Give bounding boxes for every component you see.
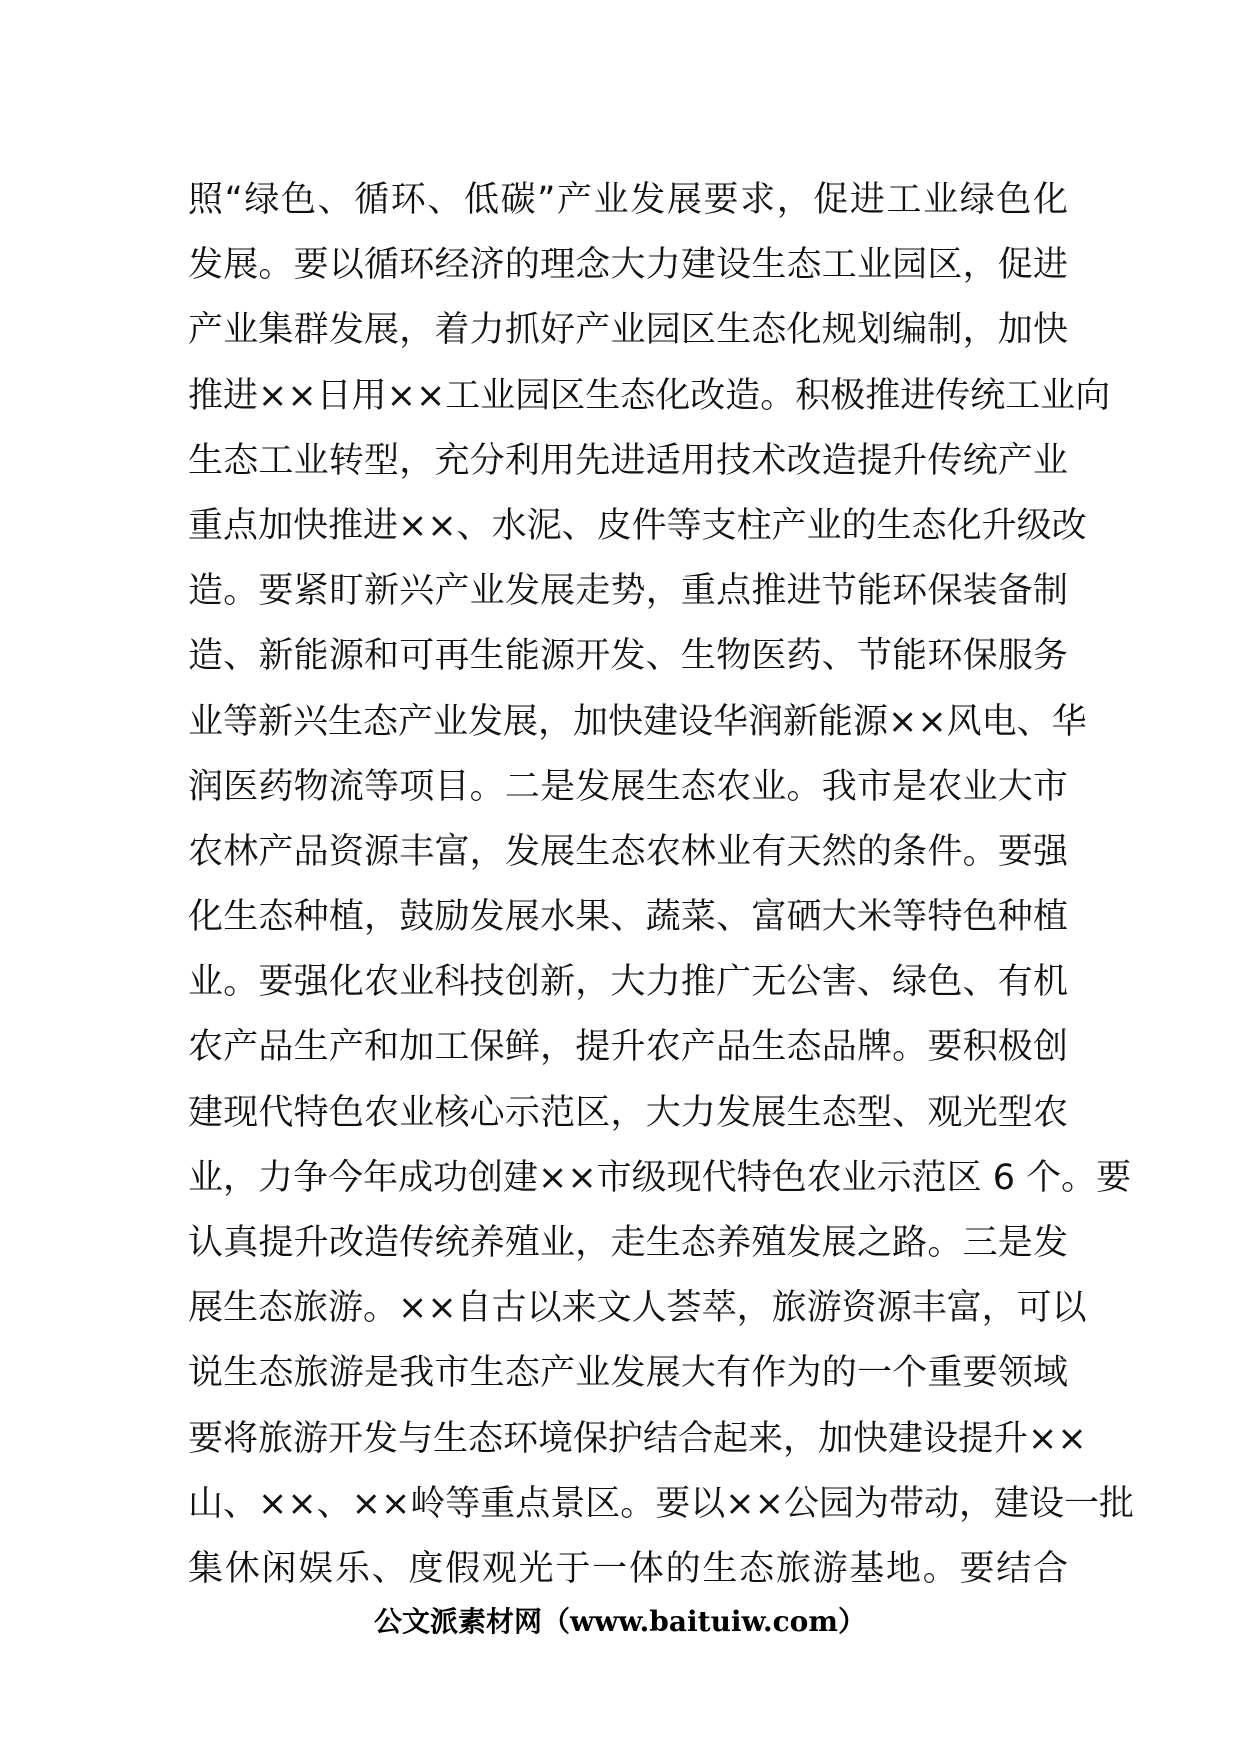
text-line: 业。要强化农业科技创新，大力推广无公害、绿色、有机 bbox=[188, 962, 1068, 1003]
text-line: 造、新能源和可再生能源开发、生物医药、节能环保服务 bbox=[188, 636, 1068, 677]
text-line: 要将旅游开发与生态环境保护结合起来，加快建设提升×× bbox=[188, 1418, 1087, 1459]
text-line: 推进××日用××工业园区生态化改造。积极推进传统工业向 bbox=[188, 375, 1111, 416]
text-line: 发展。要以循环经济的理念大力建设生态工业园区，促进 bbox=[188, 245, 1068, 286]
text-line: 生态工业转型，充分利用先进适用技术改造提升传统产业 bbox=[188, 440, 1068, 481]
text-line: 说生态旅游是我市生态产业发展大有作为的一个重要领域 bbox=[188, 1353, 1068, 1394]
text-line: 建现代特色农业核心示范区，大力发展生态型、观光型农 bbox=[188, 1092, 1068, 1133]
body-text bbox=[188, 168, 1134, 1602]
footer-watermark: 公文派素材网（www.baituiw.com） bbox=[374, 1605, 866, 1638]
text-line: 造。要紧盯新兴产业发展走势，重点推进节能环保装备制 bbox=[188, 571, 1068, 612]
text-line: 业，力争今年成功创建××市级现代特色农业示范区 6 个。要 bbox=[188, 1157, 1132, 1198]
text-line: 山、××、××岭等重点景区。要以××公园为带动，建设一批 bbox=[188, 1483, 1134, 1524]
text-line: 重点加快推进××、水泥、皮件等支柱产业的生态化升级改 bbox=[188, 505, 1087, 546]
text-line: 润医药物流等项目。二是发展生态农业。我市是农业大市 bbox=[188, 766, 1068, 807]
text-line: 照“绿色、循环、低碳”产业发展要求，促进工业绿色化 bbox=[188, 180, 1068, 220]
text-line: 业等新兴生态产业发展，加快建设华润新能源××风电、华 bbox=[188, 701, 1087, 742]
text-line: 展生态旅游。××自古以来文人荟萃，旅游资源丰富，可以 bbox=[188, 1288, 1087, 1329]
text-line: 农林产品资源丰富，发展生态农林业有天然的条件。要强 bbox=[188, 831, 1068, 872]
text-line: 集休闲娱乐、度假观光于一体的生态旅游基地。要结合 bbox=[188, 1548, 1068, 1589]
text-line: 农产品生产和加工保鲜，提升农产品生态品牌。要积极创 bbox=[188, 1027, 1068, 1068]
text-line: 化生态种植，鼓励发展水果、蔬菜、富硒大米等特色种植 bbox=[188, 897, 1068, 938]
text-line: 产业集群发展，着力抓好产业园区生态化规划编制，加快 bbox=[188, 310, 1068, 351]
text-line: 认真提升改造传统养殖业，走生态养殖发展之路。三是发 bbox=[188, 1223, 1068, 1263]
